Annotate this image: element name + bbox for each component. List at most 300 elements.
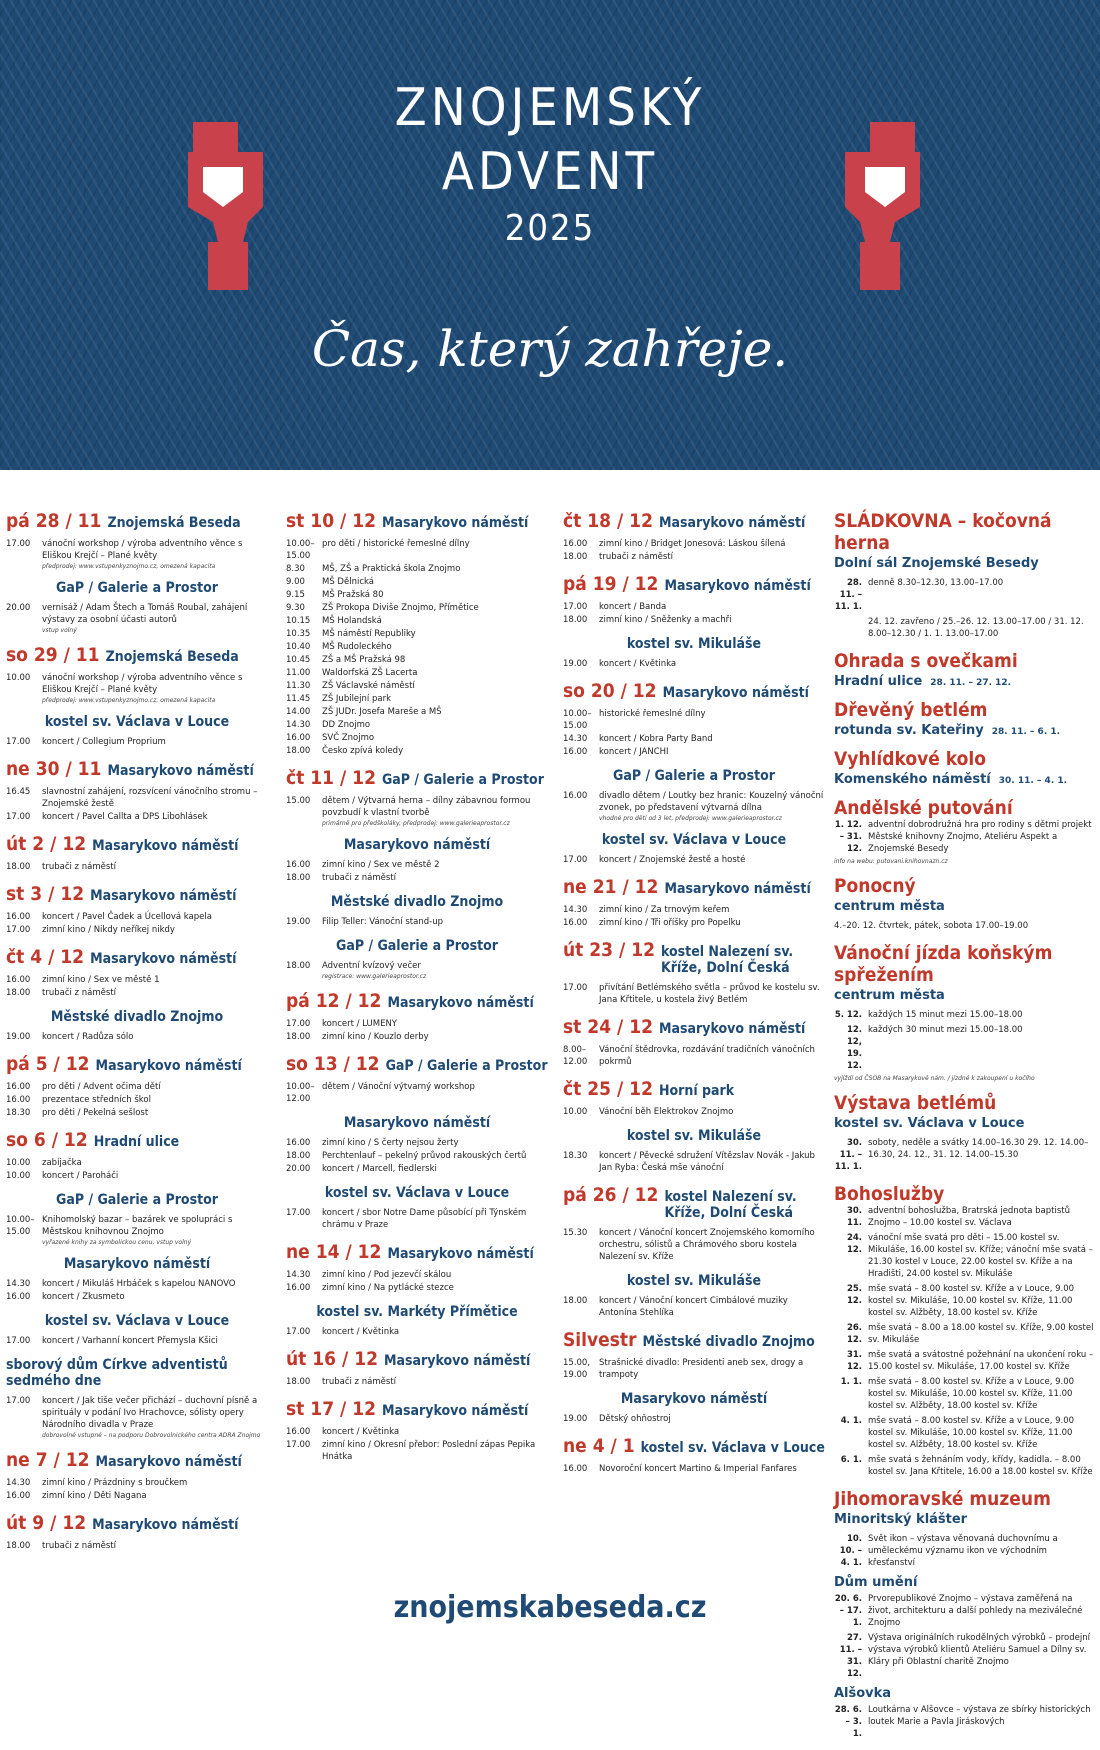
event-text: zimní kino / S čerty nejsou žerty [322, 1138, 459, 1148]
event-row [6, 924, 268, 936]
event-text: koncert / Jak tiše večer přichází – duchovní písně a spirituály v podání Ivo Hrachovce, sólisty opery Národního divadla v Praze [42, 1396, 258, 1430]
subsection-title: Dům umění [834, 1575, 918, 1590]
program-venue: kostel sv. Václava v Louce [601, 832, 787, 848]
event-row [6, 911, 268, 923]
event-text: slavnostní zahájení, rozsvícení vánočního stromu – Znojemské žestě [42, 787, 258, 809]
event-text: zimní kino / Tři oříšky pro Popelku [599, 918, 741, 928]
section-title: Vánoční jízda koňským spřežením [834, 942, 1053, 986]
event-text: prezentace středních škol [42, 1095, 151, 1105]
program-block [6, 1357, 268, 1439]
program-venue: Masarykovo náměstí [387, 995, 534, 1011]
service-date: 1. 1. [840, 1377, 862, 1387]
program-venue: GaP / Galerie a Prostor [56, 1192, 218, 1208]
event-text: zimní kino / Na pytlácké stezce [322, 1283, 454, 1293]
program-venue: kostel sv. Václava v Louce [44, 1313, 230, 1329]
event-row [563, 1227, 825, 1263]
event-text: zimní kino / Děti Nagana [42, 1491, 147, 1501]
program-header [563, 768, 825, 784]
event-row [286, 1282, 548, 1294]
program-date: čt 4 / 12 [6, 946, 85, 968]
event-time: 10.45 [286, 655, 311, 665]
event-time: 16.00 [563, 539, 588, 549]
hero-banner [0, 0, 1100, 470]
section-title: Dřevěný betlém [834, 699, 988, 721]
event-time: 16.00 [6, 1292, 31, 1302]
event-text: koncert / Mikuláš Hrbáček s kapelou NANOVO [42, 1279, 236, 1289]
program-venue: Masarykovo náměstí [92, 1517, 239, 1533]
event-text: Waldorfská ZŠ Lacerta [322, 668, 418, 678]
event-note: primárně pro předškoláky, předprodej: www.galerieaprostor.cz [322, 820, 510, 827]
event-time: 17.00 [6, 925, 31, 935]
event-row [563, 790, 825, 814]
program-header [286, 938, 548, 954]
slogan: Čas, který zahřeje. [311, 320, 789, 378]
program-header [286, 1348, 548, 1370]
program-block [286, 1053, 548, 1105]
event-time: 17.00 [6, 812, 31, 822]
service-row [834, 1322, 1096, 1346]
event-time: 10.15 [286, 616, 311, 626]
event-row [563, 854, 825, 866]
program-venue: Masarykovo náměstí [658, 515, 806, 531]
subsection-title: Alšovka [834, 1686, 892, 1701]
program-date: čt 18 / 12 [563, 510, 653, 532]
program-header [286, 894, 548, 910]
event-row [563, 614, 825, 626]
info-row: 27. 11. – 31. 12. Výstava originálních rukodělných výrobků – prodejní výstava výrobků klientů Ateliéru Samuel a Dílny sv. Kláry při Oblastní charitě Znojmo [839, 1633, 1090, 1679]
program-header [6, 1357, 268, 1389]
program-header [563, 1435, 825, 1457]
event-row [286, 916, 548, 928]
event-row [6, 861, 268, 873]
event-time: 11.00 [286, 668, 311, 678]
program-header [6, 1009, 268, 1025]
event-time: 17.00 [286, 1208, 311, 1218]
title-line-1: ZNOJEMSKÝ [394, 78, 706, 138]
website-link[interactable]: znojemskabeseda.cz [393, 1590, 707, 1625]
program-block [563, 1078, 825, 1118]
event-time: 11.45 [286, 694, 311, 704]
program-venue: sborový dům Církve adventistů sedmého dne [6, 1357, 228, 1389]
event-time: 18.00 [286, 1377, 311, 1387]
event-text: zimní kino / Sex ve městě 2 [322, 860, 440, 870]
event-text: zimní kino / Nikdy neříkej nikdy [42, 925, 175, 935]
event-text: dětem / Vánoční výtvarný workshop [322, 1082, 475, 1092]
event-row [286, 795, 548, 819]
program-venue: GaP / Galerie a Prostor [56, 580, 218, 596]
event-note: předprodej: www.vstupenkyznojmo.cz, omezená kapacita [42, 563, 216, 570]
event-time: 14.30 [563, 905, 588, 915]
event-text: Perchtenlauf – pekelný průvod rakouských čertů [322, 1151, 527, 1161]
title-year: 2025 [504, 208, 596, 249]
program-date: ne 30 / 11 [6, 758, 102, 780]
event-text: historické řemeslné dílny [599, 709, 706, 719]
event-time: 17.00 [6, 539, 31, 549]
event-text: koncert / Kobra Party Band [599, 734, 713, 744]
event-time: 10.40 [286, 642, 311, 652]
program-header [286, 1185, 548, 1201]
event-row [6, 1335, 268, 1347]
event-text: MŠ Pražská 80 [322, 590, 384, 600]
section-title: SLÁDKOVNA – kočovná herna [834, 510, 1052, 554]
program-block [6, 1512, 268, 1552]
section-subtitle: Minoritský klášter [834, 1512, 968, 1527]
event-time: 16.00 [563, 1464, 588, 1474]
program-date: ne 4 / 1 [563, 1435, 635, 1457]
program-block [563, 1184, 825, 1263]
service-date: 4. 1. [840, 1416, 862, 1426]
program-header [6, 714, 268, 730]
event-text: MŠ, ZŠ a Praktická škola Znojmo [322, 564, 461, 574]
program-venue: kostel sv. Mikuláše [626, 1273, 762, 1289]
event-note: předprodej: www.vstupenkyznojmo.cz, omezená kapacita [42, 697, 216, 704]
section-subtitle: kostel sv. Václava v Louce [834, 1116, 1025, 1131]
event-row [286, 1439, 548, 1463]
program-venue: GaP / Galerie a Prostor [336, 938, 498, 954]
service-text: mše svatá s žehnáním vody, křídy, kadidla. – 8.00 kostel sv. Jana Křtitele, 16.00 a 18.00 kostel sv. Kříže [868, 1455, 1093, 1477]
event-time: 14.30 [563, 734, 588, 744]
event-note: vhodné pro děti od 3 let, předprodej: www.galerieaprostor.cz [599, 815, 782, 822]
service-row [834, 1454, 1096, 1478]
event-time: 19.00 [563, 659, 588, 669]
event-time: 10.00 [6, 673, 31, 683]
event-text: pro děti / historické řemeslné dílny [322, 539, 470, 549]
small-note: vyjíždí od ČSOB na Masarykově nám. / jízdné k zakoupení u kočího [834, 1075, 1035, 1082]
event-text: ZŠ JUDr. Josefa Mareše a MŠ [322, 707, 442, 717]
section-title: Výstava betlémů [834, 1092, 997, 1114]
program-block [286, 1398, 548, 1463]
program-date: pá 28 / 11 [6, 510, 102, 532]
event-row [6, 672, 268, 696]
jizda-block [834, 942, 1096, 1082]
section-title: Ponocný [834, 875, 916, 897]
event-row [286, 589, 548, 601]
event-row [6, 786, 268, 810]
program-venue: Masarykovo náměstí [620, 1391, 768, 1407]
program-date: so 13 / 12 [286, 1053, 380, 1075]
program-venue: kostel sv. Mikuláše [626, 636, 762, 652]
event-time: 18.00 [563, 1296, 588, 1306]
program-block [286, 1304, 548, 1338]
program-header [6, 644, 268, 666]
event-row [286, 1163, 548, 1175]
event-time: 19.00 [563, 1414, 588, 1424]
service-row [834, 1376, 1096, 1412]
event-time: 18.30 [563, 1151, 588, 1161]
event-time: 16.00 [563, 918, 588, 928]
program-block [286, 767, 548, 827]
section-subtitle: centrum města [834, 988, 945, 1003]
section-title: Jihomoravské muzeum [834, 1488, 1051, 1510]
info-row: 5. 12. každých 15 minut mezi 15.00–18.00 [834, 1010, 1023, 1020]
program-header [6, 1449, 268, 1471]
event-row [286, 1376, 548, 1388]
program-block [563, 876, 825, 929]
program-block [563, 1391, 825, 1425]
event-text: Novoroční koncert Martino & Imperial Fanfares [599, 1464, 797, 1474]
event-text: Filip Teller: Vánoční stand-up [322, 917, 443, 927]
program-block [563, 832, 825, 866]
event-row [6, 811, 268, 823]
event-row [563, 1106, 825, 1118]
event-time: 10.00–15.00 [563, 709, 592, 731]
event-note: dobrovolné vstupné – na podporu Dobrovolnického centra ADRA Znojmo [42, 1432, 261, 1439]
event-time: 16.00 [6, 1491, 31, 1501]
event-time: 18.30 [6, 1108, 31, 1118]
event-time: 19.00 [6, 1032, 31, 1042]
event-row [6, 602, 268, 626]
event-time: 14.00 [286, 707, 311, 717]
program-block [563, 1435, 825, 1475]
event-text: ZŠ Prokopa Diviše Znojmo, Přímětice [322, 603, 479, 613]
event-row [286, 732, 548, 744]
program-block [6, 1053, 268, 1119]
section-subtitle: Hradní ulice 28. 11. – 27. 12. [834, 674, 1012, 689]
event-row [6, 1477, 268, 1489]
event-time: 16.00 [286, 1427, 311, 1437]
program-header [286, 1115, 548, 1131]
program-block [6, 714, 268, 748]
program-venue: Znojemská Beseda [107, 515, 241, 531]
bohosluzby-block [834, 1183, 1096, 1478]
event-time: 18.00 [6, 1541, 31, 1551]
service-text: mše svatá – 8.00 kostel sv. Kříže a v Louce, 9.00 kostel sv. Mikuláše, 10.00 kostel sv. Kříže, 11.00 kostel sv. Alžběty, 18.00 kostel sv. Kříže [868, 1416, 1075, 1450]
event-time: 17.00 [286, 1019, 311, 1029]
program-date: st 17 / 12 [286, 1398, 377, 1420]
program-block [563, 1128, 825, 1174]
event-text: zimní kino / Bridget Jonesová: Láskou šílená [599, 539, 786, 549]
program-block [6, 1009, 268, 1043]
program-date: čt 11 / 12 [286, 767, 376, 789]
program-block [286, 1115, 548, 1175]
small-note: info na webu: putovani.knihovnazn.cz [834, 858, 948, 865]
event-text: koncert / Varhanní koncert Přemysla Kšici [42, 1336, 218, 1346]
info-line: 4.–20. 12. čtvrtek, pátek, sobota 17.00–19.00 [834, 921, 1029, 931]
program-date: út 16 / 12 [286, 1348, 379, 1370]
program-venue: Masarykovo náměstí [107, 763, 254, 779]
event-row [6, 1157, 268, 1169]
program-venue: GaP / Galerie a Prostor [613, 768, 775, 784]
event-time: 14.30 [286, 720, 311, 730]
event-row [286, 602, 548, 614]
event-text: zimní kino / Pod jezevčí skálou [322, 1270, 452, 1280]
event-row [563, 733, 825, 745]
event-row [6, 1540, 268, 1552]
event-row [6, 1214, 268, 1238]
program-venue: Masarykovo náměstí [343, 837, 491, 853]
event-row [6, 1278, 268, 1290]
program-date: ne 14 / 12 [286, 1241, 382, 1263]
section-title: Vyhlídkové kolo [834, 748, 986, 770]
event-row [286, 1150, 548, 1162]
program-block [6, 946, 268, 999]
event-time: 16.00 [6, 1082, 31, 1092]
program-venue: Masarykovo náměstí [662, 685, 809, 701]
program-block [563, 680, 825, 758]
program-block [6, 510, 268, 570]
program-date: st 3 / 12 [6, 883, 85, 905]
event-time: 16.00 [563, 791, 588, 801]
section-title: Andělské putování [834, 797, 1013, 819]
event-text: koncert / Collegium Proprium [42, 737, 166, 747]
event-time: 16.00 [6, 975, 31, 985]
event-time: 10.00 [6, 1171, 31, 1181]
service-text: vánoční mše svatá pro děti – 15.00 kostel sv. Mikuláše, 16.00 kostel sv. Kříže; vánoční mše svatá – 21.30 kostel v Louce, 22.00 kostel sv. Kříže a na Hradišti, 24.00 kostel sv. Mikuláše [868, 1233, 1093, 1279]
event-text: trubači z náměstí [322, 1377, 396, 1387]
program-venue: Městské divadlo Znojmo [642, 1334, 815, 1350]
info-row: 12. 12, 19. 12. každých 30 minut mezi 15.00–18.00 [846, 1025, 1023, 1071]
event-time: 17.00 [563, 855, 588, 865]
event-text: koncert / Radůza sólo [42, 1032, 134, 1042]
event-row [286, 615, 548, 627]
event-row [286, 641, 548, 653]
event-row [6, 1094, 268, 1106]
event-text: Česko zpívá koledy [322, 746, 404, 756]
event-text: DD Znojmo [322, 720, 371, 730]
event-text: SVČ Znojmo [322, 733, 375, 743]
program-block [286, 510, 548, 757]
event-text: trubači z náměstí [42, 862, 116, 872]
program-header [6, 580, 268, 596]
program-header [6, 1192, 268, 1208]
service-row [834, 1283, 1096, 1319]
program-venue: Hradní ulice [93, 1134, 180, 1150]
event-text: trubači z náměstí [42, 988, 116, 998]
program-date: so 20 / 12 [563, 680, 657, 702]
event-time: 18.00 [563, 615, 588, 625]
event-row [563, 982, 825, 1006]
event-time: 17.00 [6, 1336, 31, 1346]
event-time: 14.30 [6, 1279, 31, 1289]
ohrada-block [834, 650, 1096, 689]
info-row: 20. 6. – 17. 1. Prvorepublikové Znojmo – výstava zaměřená na život, architekturu a další pohledy na meziválečné Znojmo [834, 1594, 1083, 1628]
program-block [6, 1129, 268, 1182]
event-row [563, 708, 825, 732]
program-header [563, 876, 825, 898]
event-text: zimní kino / Kouzlo derby [322, 1032, 429, 1042]
event-time: 8.00–12.00 [563, 1045, 588, 1067]
program-block [6, 580, 268, 634]
info-row: 30. 11. – 11. 1. soboty, neděle a svátky 14.00–16.30 29. 12. 14.00–16.30, 24. 12., 31. 12. 14.00–15.30 [834, 1138, 1089, 1172]
event-row [6, 1395, 268, 1431]
event-text: koncert / Marcell, fiedlerski [322, 1164, 437, 1174]
program-header [6, 510, 268, 532]
program-venue: Masarykovo náměstí [384, 1353, 531, 1369]
service-date: 25. 12. [846, 1284, 862, 1306]
event-time: 9.30 [286, 603, 305, 613]
program-venue: Masarykovo náměstí [95, 1454, 242, 1470]
event-text: zimní kino / Sex ve městě 1 [42, 975, 160, 985]
program-venue: Masarykovo náměstí [343, 1115, 491, 1131]
event-text: vernisáž / Adam Štech a Tomáš Roubal, zahájení výstavy za osobní účasti autorů [42, 603, 248, 625]
column-4 [834, 510, 1096, 1750]
program-block [286, 894, 548, 928]
program-header [563, 1329, 825, 1351]
event-time: 15.00, 19.00 [563, 1358, 591, 1380]
program-block [563, 1016, 825, 1068]
column-2 [286, 510, 548, 1473]
program-header [6, 1129, 268, 1151]
event-time: 18.00 [286, 1151, 311, 1161]
event-text: vánoční workshop / výroba adventního věnce s Eliškou Krejčí – Plané květy [42, 539, 243, 561]
program-header [563, 510, 825, 532]
event-text: zabíjačka [42, 1158, 82, 1168]
event-time: 18.00 [563, 552, 588, 562]
program-date: st 24 / 12 [563, 1016, 654, 1038]
event-text: trubači z náměstí [322, 873, 396, 883]
program-venue: Masarykovo náměstí [664, 881, 811, 897]
event-row [286, 693, 548, 705]
program-date: pá 5 / 12 [6, 1053, 90, 1075]
event-row [286, 859, 548, 871]
program-header [563, 636, 825, 652]
event-row [563, 601, 825, 613]
program-block [6, 758, 268, 823]
program-venue: Městské divadlo Znojmo [50, 1009, 224, 1025]
event-time: 15.30 [563, 1228, 588, 1238]
event-text: koncert / Vánoční koncert Cimbálové muziky Antonína Stehlíka [599, 1296, 788, 1318]
event-text: koncert / Pavel Čadek a Úcellová kapela [42, 912, 212, 922]
program-header [6, 946, 268, 968]
program-header [563, 1391, 825, 1407]
event-time: 10.00–12.00 [286, 1082, 315, 1104]
event-text: koncert / Květinka [322, 1427, 400, 1437]
program-block [6, 1449, 268, 1502]
event-row [563, 1295, 825, 1319]
event-text: přivítání Betlémského světla – průvod ke kostelu sv. Jana Křtitele, u kostela živý Betlém [599, 983, 820, 1005]
event-text: koncert / sbor Notre Dame působící při Týnském chrámu v Praze [322, 1208, 527, 1230]
event-text: Knihomolský bazar – bazárek ve spolupráci s Městskou knihovnou Znojmo [42, 1215, 233, 1237]
event-row [6, 1490, 268, 1502]
event-text: trubači z náměstí [42, 1541, 116, 1551]
program-block [6, 883, 268, 936]
section-subtitle: centrum města [834, 899, 945, 914]
event-row [286, 538, 548, 562]
program-header [563, 1273, 825, 1289]
event-row [286, 1031, 548, 1043]
program-header [563, 1016, 825, 1038]
program-date: Silvestr [563, 1329, 637, 1351]
program-date: so 6 / 12 [6, 1129, 88, 1151]
program-header [6, 1256, 268, 1272]
section-subtitle: Komenského náměstí 30. 11. – 4. 1. [834, 772, 1068, 787]
event-row [286, 576, 548, 588]
event-row [286, 654, 548, 666]
program-header [286, 1053, 548, 1075]
service-text: mše svatá – 8.00 kostel sv. Kříže a v Louce, 9.00 kostel sv. Mikuláše, 10.00 kostel sv. Kříže, 11.00 kostel sv. Alžběty, 18.00 kostel sv. Kříže [868, 1284, 1075, 1318]
program-venue: Masarykovo náměstí [63, 1256, 211, 1272]
info-row: 10. 10. – 4. 1. Svět ikon – výstava věnovaná duchovnímu a uměleckému významu ikon ve východním křesťanství [839, 1534, 1058, 1568]
event-row [563, 1463, 825, 1475]
event-row [286, 1269, 548, 1281]
event-time: 10.00 [6, 1158, 31, 1168]
program-block [6, 1256, 268, 1303]
program-header [286, 510, 548, 532]
service-text: mše svatá – 8.00 a 18.00 kostel sv. Kříže, 9.00 kostel sv. Mikuláše [868, 1323, 1094, 1345]
event-time: 14.30 [6, 1478, 31, 1488]
program-block [6, 644, 268, 704]
event-row [563, 904, 825, 916]
program-venue: Masarykovo náměstí [95, 1058, 242, 1074]
event-time: 16.00 [286, 733, 311, 743]
program-venue: Masarykovo náměstí [90, 951, 237, 967]
program-venue: Masarykovo náměstí [382, 1403, 529, 1419]
event-text: pro děti / Pekelná sešlost [42, 1108, 149, 1118]
column-1 [6, 510, 268, 1562]
event-row [563, 1150, 825, 1174]
event-text: koncert / LUMENY [322, 1019, 397, 1029]
event-note: vyřazené knihy za symbolickou cenu, vstup volný [42, 1239, 192, 1246]
